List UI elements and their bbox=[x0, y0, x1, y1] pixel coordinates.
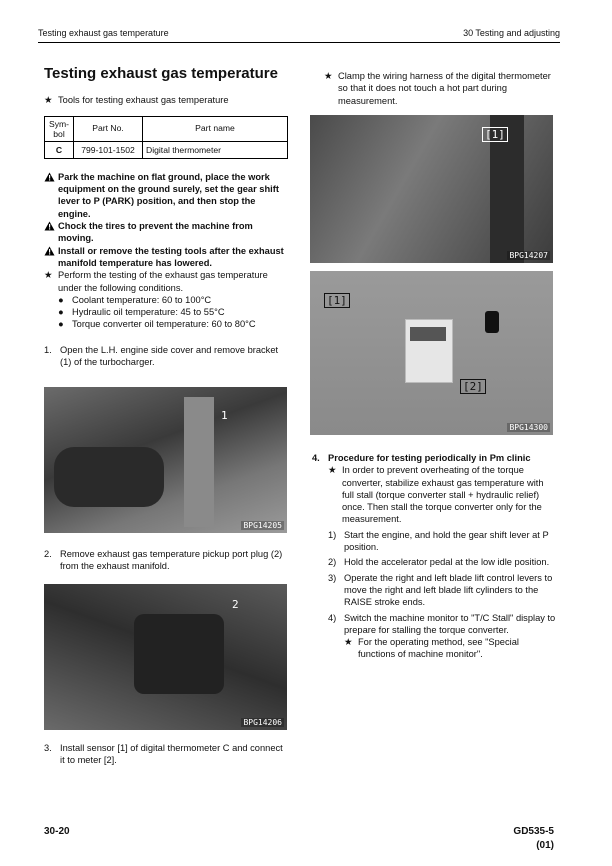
tools-table-cell: C bbox=[45, 141, 74, 158]
warning-item: Install or remove the testing tools after the exhaust manifold temperature has lowered. bbox=[44, 245, 288, 270]
star-icon: ★ bbox=[44, 95, 53, 106]
step-item: 1. Open the L.H. engine side cover and remove bracket (1) of the turbocharger. bbox=[44, 344, 279, 368]
header-section-title: Testing exhaust gas temperature bbox=[38, 28, 169, 38]
photo-label: 2 bbox=[232, 598, 239, 611]
photo-tag: BPG14207 bbox=[509, 251, 548, 260]
header-chapter-title: 30 Testing and adjusting bbox=[463, 28, 560, 38]
photo-label: 1 bbox=[221, 409, 228, 422]
footer-model: GD535-5 bbox=[513, 826, 554, 837]
tools-note: ★ Tools for testing exhaust gas temperature bbox=[44, 95, 229, 106]
star-icon: ★ bbox=[328, 465, 337, 476]
condition-item: ● Coolant temperature: 60 to 100°C bbox=[58, 294, 212, 305]
substep-item: 4) Switch the machine monitor to "T/C Stall" display to prepare for stalling the torque converter. bbox=[328, 612, 556, 635]
tools-table-cell: 799-101-1502 bbox=[74, 141, 143, 158]
substep-item: 1) Start the engine, and hold the gear shift lever at P position. bbox=[328, 529, 549, 553]
warning-icon bbox=[44, 245, 58, 270]
condition-item: ● Hydraulic oil temperature: 45 to 55°C bbox=[58, 307, 225, 318]
bullet-icon: ● bbox=[58, 294, 64, 305]
step-item: 2. Remove exhaust gas temperature pickup port plug (2) from the exhaust manifold. bbox=[44, 549, 283, 572]
footer-page-number: 30-20 bbox=[44, 826, 70, 837]
warning-item: Park the machine on flat ground, place the work equipment on the ground surely, set the gear shift lever to P (PARK) position, and then stop the engine. bbox=[44, 171, 288, 220]
photo-wiring-harness bbox=[310, 115, 553, 263]
photo-exhaust-manifold bbox=[44, 584, 287, 730]
substep-item: 3) Operate the right and left blade lift control levers to move the right and left blade lift cylinders to the RAISE stroke ends. bbox=[328, 572, 553, 608]
tools-table-header-symbol: Sym-bol bbox=[45, 116, 74, 141]
photo-tag: BPG14206 bbox=[243, 718, 282, 727]
star-icon: ★ bbox=[44, 270, 53, 281]
manifold-shape bbox=[134, 614, 224, 694]
photo-label: [1] bbox=[482, 127, 508, 142]
photo-tag: BPG14205 bbox=[243, 521, 282, 530]
turbocharger-shape bbox=[54, 447, 164, 507]
bullet-icon: ● bbox=[58, 307, 64, 318]
photo-digital-thermometer bbox=[310, 271, 553, 435]
photo-label: [1] bbox=[324, 293, 350, 308]
left-column bbox=[44, 65, 288, 368]
star-icon: ★ bbox=[344, 637, 353, 648]
page-title: Testing exhaust gas temperature bbox=[44, 65, 278, 82]
clamp-note: ★ Clamp the wiring harness of the digital thermometer so that it does not touch a hot part during measurement. bbox=[324, 71, 551, 106]
tools-table-cell: Digital thermometer bbox=[143, 141, 288, 158]
pipe-shape bbox=[184, 397, 214, 527]
warning-icon bbox=[44, 171, 58, 220]
substep-note: ★ For the operating method, see "Special functions of machine monitor". bbox=[344, 637, 519, 660]
condition-item: ● Torque converter oil temperature: 60 to 80°C bbox=[58, 319, 256, 330]
tools-table-header-partname: Part name bbox=[143, 116, 288, 141]
photo-tag: BPG14300 bbox=[509, 423, 548, 432]
step4-note: ★ In order to prevent overheating of the torque converter, stabilize exhaust gas temperature with full stall (torque converter stall + hydraulic relief) once. Then stall the torque converter only for the measurement. bbox=[328, 465, 544, 525]
warning-icon bbox=[44, 220, 58, 245]
substep-item: 2) Hold the accelerator pedal at the low idle position. bbox=[328, 557, 550, 568]
step-item: 3. Install sensor [1] of digital thermometer C and connect it to meter [2]. bbox=[44, 743, 283, 766]
photo-turbocharger-bracket bbox=[44, 387, 287, 533]
step4-section bbox=[312, 452, 556, 661]
header-rule bbox=[38, 42, 560, 43]
step4-title: 4. Procedure for testing periodically in Pm clinic bbox=[312, 453, 531, 463]
tools-table bbox=[44, 116, 288, 159]
bullet-icon: ● bbox=[58, 319, 64, 330]
star-icon: ★ bbox=[324, 71, 333, 81]
photo-label: [2] bbox=[460, 379, 486, 394]
warning-item: Chock the tires to prevent the machine from moving. bbox=[44, 220, 288, 245]
thermometer-display bbox=[410, 327, 446, 341]
conditions-note: ★ Perform the testing of the exhaust gas temperature under the following conditions. bbox=[44, 270, 268, 293]
connector-shape bbox=[485, 311, 499, 333]
tools-table-header-partno: Part No. bbox=[74, 116, 143, 141]
footer-revision: (01) bbox=[536, 840, 554, 851]
